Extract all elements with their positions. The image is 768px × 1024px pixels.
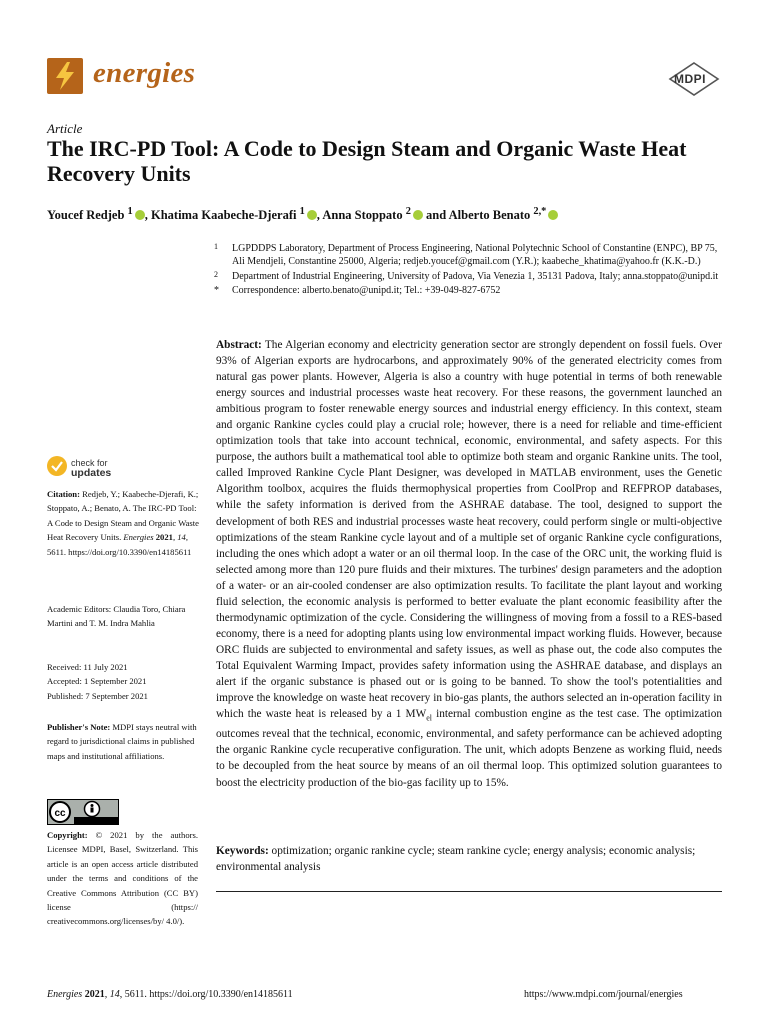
affiliation-mark: 1 — [214, 242, 218, 251]
abstract — [216, 337, 722, 791]
citation-journal: Energies — [123, 532, 154, 543]
orcid-icon[interactable] — [548, 210, 558, 220]
affiliation-text: Correspondence: alberto.benato@unipd.it; Tel.: +39-049-827-6752 — [232, 285, 501, 297]
affiliation-item — [214, 270, 724, 283]
author-affil-mark: 2 — [405, 206, 411, 217]
abstract-text: The Algerian economy and electricity generation sector are strongly dependent on fossil fuels. Over 93% of Algerian exports are hydrocarbons, and approximately 90% of the generated electricity comes from natural gas power plants. However, Algeria is also a country with huge potential in terms of both renewable energy sources and industrial processes waste heat recovery. For these reasons, the government launched an ambitious program to foster renewable energy sources and industrial energy efficiency. In this context, steam and organic Rankine cycles could play a crucial role; however, there is a need for reliable and time-efficient optimization tools that take into account technical, economic, environmental, and safety aspects. For this purpose, the authors built a mathematical tool able to optimize both steam and organic Rankine units. The tool, called Improved Rankine Cycle Plant Designer, was developed in MATLAB environment, uses the Genetic Algorithm toolbox, acquires the fluids thermophysical properties from CoolProp and REFPROP databases, while the safety information is derived from the ASHRAE database. The tool, designed to support the development of both RES and industrial processes waste heat recovery, could perform single or multi-objective optimizations of the steam Rankine cycle layout and of a multiple set of organic Rankine cycle configurations, including the ones which adopt a water or an oil thermal loop. In the case of the ORC unit, the working fluid is selected among more than 120 pure fluids and their mixtures. The turbines' design parameters and the adoption of a water- or an air-cooled condenser are also optimization results. To facilitate the plant layout and working fluid selection, the economic analysis is performed to better evaluate the plant economic feasibility after the thermodynamic optimization of the cycle. Considering the willingness of moving from a fossil to a RES-based economy, there is a need for adopting plants using low environmental impact working fluids. However, because ORC fluids are subjected to environmental and safety issues, as well as phase out, the code also computes the Total Equivalent Warming Impact, provides safety information using the ASHRAE database, and displays an alert if the organic substance is phased out or is going to be banned. To show the tool's potentialities and improve the knowledge on waste heat recovery in bio-gas plants, the authors selected an in-operation facility in which the waste heat is released by a 1 MW — [216, 339, 722, 721]
mdpi-logo-icon[interactable] — [668, 62, 720, 96]
accepted-date: Accepted: 1 September 2021 — [47, 676, 147, 687]
author-separator: , — [316, 208, 323, 223]
check-for-updates-icon[interactable] — [47, 456, 67, 476]
publisher-note-label: Publisher's Note: — [47, 722, 111, 732]
affiliation-item — [214, 284, 724, 297]
affiliation-mark: * — [214, 285, 219, 297]
author-affil-mark: 1 — [127, 206, 133, 217]
affiliation-text: Department of Industrial Engineering, University of Padova, Via Venezia 1, 35131 Padova, Italy; anna.stoppato@unipd.it — [232, 270, 719, 282]
footer-citation — [47, 989, 293, 1000]
citation-volume: , 14 — [172, 532, 186, 543]
abstract-subscript: el — [426, 713, 432, 723]
orcid-icon[interactable] — [135, 210, 145, 220]
journal-name[interactable]: energies — [93, 57, 196, 89]
orcid-icon[interactable] — [413, 210, 423, 220]
citation-label: Citation: — [47, 489, 80, 499]
author-affil-mark: 2,* — [533, 206, 547, 217]
academic-editors: Academic Editors: Claudia Toro, Chiara Martini and T. M. Indra Mahlia — [47, 604, 186, 629]
author-separator: and — [422, 208, 449, 223]
author-name[interactable]: Khatima Kaabeche-Djerafi — [151, 208, 297, 223]
author-separator: , — [144, 208, 151, 223]
check-for-updates-button[interactable] — [71, 458, 111, 478]
affiliation-mark: 2 — [214, 269, 218, 279]
keywords-label: Keywords: — [216, 845, 269, 857]
copyright-label: Copyright: — [47, 830, 88, 840]
copyright-text: © 2021 by the authors. Licensee MDPI, Basel, Switzerland. This article is an open access article distributed under the terms and conditions of the Creative Commons Attribution (CC BY) license (https:// creativecommons.org/licenses/by/ 4.0/). — [47, 830, 198, 927]
lightning-bolt-icon — [47, 58, 83, 94]
publisher-note-text: MDPI stays neutral with regard to jurisdictional claims in published maps and institutional affiliations. — [47, 722, 197, 761]
footer-doi-link[interactable]: , 5611. https://doi.org/10.3390/en14185611 — [119, 989, 293, 1000]
received-date: Received: 11 July 2021 — [47, 662, 128, 672]
affiliations — [214, 242, 724, 298]
orcid-icon[interactable] — [307, 210, 317, 220]
citation-text: Redjeb, Y.; Kaabeche-Djerafi, K.; Stoppato, A.; Benato, A. The IRC-PD Tool: A Code to Design Steam and Organic Waste Heat Recovery Units. — [47, 489, 199, 543]
published-date: Published: 7 September 2021 — [47, 690, 148, 701]
publication-dates — [47, 660, 203, 703]
citation-block — [47, 487, 203, 559]
abstract-label: Abstract: — [216, 339, 262, 351]
check-updates-line2: updates — [71, 467, 112, 479]
divider — [216, 891, 722, 892]
footer-journal: Energies — [47, 989, 83, 1000]
footer-year: 2021 — [82, 989, 105, 1000]
svg-text:cc: cc — [54, 808, 66, 819]
copyright-notice — [47, 828, 198, 929]
author-name[interactable]: Youcef Redjeb — [47, 208, 125, 223]
author-name[interactable]: Alberto Benato — [448, 208, 531, 223]
keywords — [216, 843, 722, 875]
author-affil-mark: 1 — [299, 206, 305, 217]
article-type: Article — [47, 121, 83, 136]
article-title: The IRC-PD Tool: A Code to Design Steam and Organic Waste Heat Recovery Units — [47, 136, 687, 186]
citation-doi[interactable]: , 5611. https://doi.org/10.3390/en14185611 — [47, 532, 192, 557]
publisher-note — [47, 720, 203, 763]
keywords-text: optimization; organic rankine cycle; steam rankine cycle; energy analysis; economic analysis; environmental analysis — [216, 845, 696, 874]
footer-journal-url[interactable]: https://www.mdpi.com/journal/energies — [524, 989, 683, 1000]
footer-volume: , 14 — [104, 989, 120, 1000]
author-list — [47, 204, 747, 223]
affiliation-item — [214, 242, 724, 269]
author-name[interactable]: Anna Stoppato — [322, 208, 403, 223]
check-updates-line1: check for — [71, 458, 108, 468]
journal-logo — [47, 58, 83, 94]
cc-by-license-icon[interactable] — [47, 799, 119, 825]
citation-year: 2021 — [153, 532, 173, 543]
publisher-name: MDPI — [674, 72, 706, 86]
abstract-text-continued: internal combustion engine as the test case. The optimization outcomes reveal that the technical, economic, environmental, and safety performance can be achieved adopting the organic Rankine cycle recuperative configuration. The unit, which adopts Benzene as working fluid, needs to be decoupled from the heat source by means of an oil thermal loop. This optimized solution guarantees to boost the electricity production of the bio-gas facility up to 15%. — [216, 708, 722, 789]
affiliation-text: LGPDDPS Laboratory, Department of Process Engineering, National Polytechnic School of Constantine (ENPC), BP 75, Ali Mendjeli, Constantine 25000, Algeria; redjeb.youcef@gmail.com (Y.R.); kaabeche_khatima@yahoo.fr (K.K.-D.) — [232, 243, 718, 268]
